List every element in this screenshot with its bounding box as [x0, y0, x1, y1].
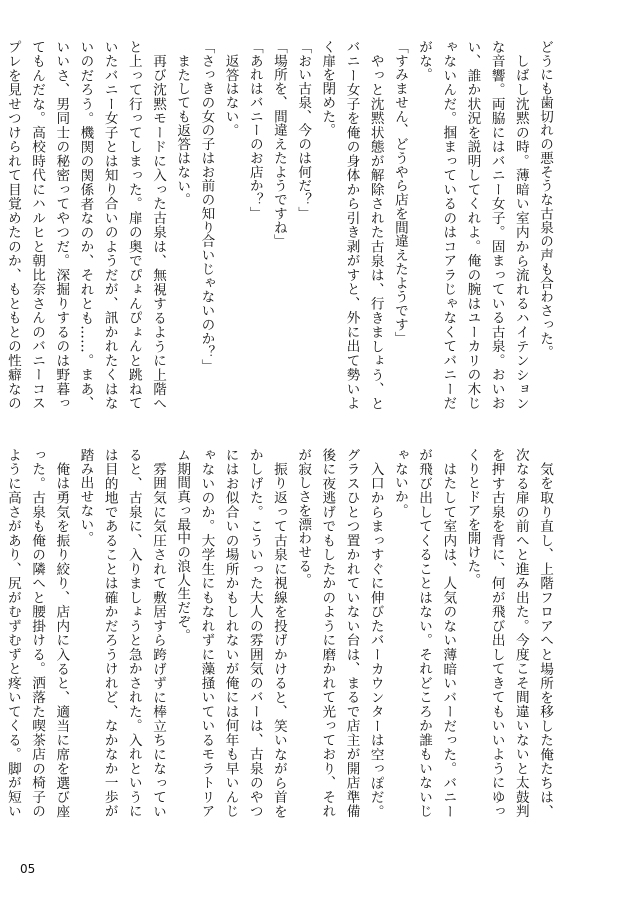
paragraph: しばし沈黙の時。薄暗い室内から流れるハイテンションな音響。両脇にはバニー女子。固まっている古泉。おいおい、誰か状況を説明してくれよ。俺の腕はユーカリの木じゃないんだ。掴まっているのはコアラじゃなくてバニーだがな。 [416, 40, 529, 410]
page-number: 05 [20, 862, 36, 876]
upper-text-block [4, 40, 557, 410]
paragraph: 「おい古泉、今のは何だ？」 [295, 40, 312, 221]
paragraph: 「さっきの女の子はお前の知り合いじゃないのか？」 [198, 40, 215, 373]
paragraph: 俺は勇気を振り絞り、店内に入ると、適当に席を選び座った。古泉も俺の隣へと腰掛ける。洒落た喫茶店の椅子のように高さがあり、尻がむずむずと疼いてくる。脚が短い [4, 448, 70, 818]
lower-text-block [4, 448, 557, 818]
paragraph: 雰囲気に気圧されて敷居すら跨げずに棒立ちになっていると、古泉に、入りましょうと急かされた。入れというには目的地であることは確かだろうけれど、なかなか一歩が踏み出せない。 [77, 448, 166, 818]
paragraph: 気を取り直し、上階フロアへと場所を移した俺たちは、次なる扉の前へと進み出た。今度こそ間違いないと太鼓判を押す古泉を背に、何が飛び出してきてもいいようにゆっくりとドアを開けた。 [464, 448, 553, 818]
paragraph: 入口からまっすぐに伸びたバーカウンターは空っぽだ。グラスひとつ置かれていない台は、まるで店主が開店準備後に夜逃げでもしたかのように磨かれて光っており、それが寂しさを漂わせる。 [295, 448, 384, 818]
paragraph: 「場所を、間違えたようですね」 [270, 40, 287, 249]
paragraph: 「すみません、どうやら店を間違えたようです」 [391, 40, 408, 346]
paragraph: どうにも歯切れの悪そうな古泉の声も合わさった。 [537, 40, 553, 360]
paragraph: はたして室内は、人気のない薄暗いバーだった。バニーが飛び出してくることはない。それどころか誰もいないじゃないか。 [391, 448, 457, 818]
paragraph: 返答はない。 [222, 53, 239, 137]
paragraph: 「あれはバニーのお店か？」 [246, 40, 263, 221]
paragraph: やっと沈黙状態が解除された古泉は、行きましょう、とバニー女子を俺の身体から引き剥がすと、外に出て勢いよく扉を閉めた。 [319, 40, 384, 410]
paragraph: 再び沈黙モードに入った古泉は、無視するように上階へと上って行ってしまった。扉の奥でぴょんぴょんと跳ねていたバニー女子とは知り合いのようだが、訊かれたくはないのだろう。機関の関係者なのか、それとも……。まあ、いいさ、男同士の秘密ってやつだ。深掘りするのは野暮ってもんだな。高校時代にハルヒと朝比奈さんのバニーコスプレを見せつけられて目覚めたのか、もともとの性癖なの [4, 40, 166, 410]
paragraph: またしても返答はない。 [174, 53, 191, 207]
paragraph: 振り返って古泉に視線を投げかけると、笑いながら首をかしげた。こういった大人の雰囲気のバーは、古泉のやつにはお似合いの場所かもしれないが俺には何年も早いんじゃないのか。大学生にもなれずに藻掻いているモラトリアム期間真っ最中の浪人生だぞ。 [174, 448, 287, 818]
